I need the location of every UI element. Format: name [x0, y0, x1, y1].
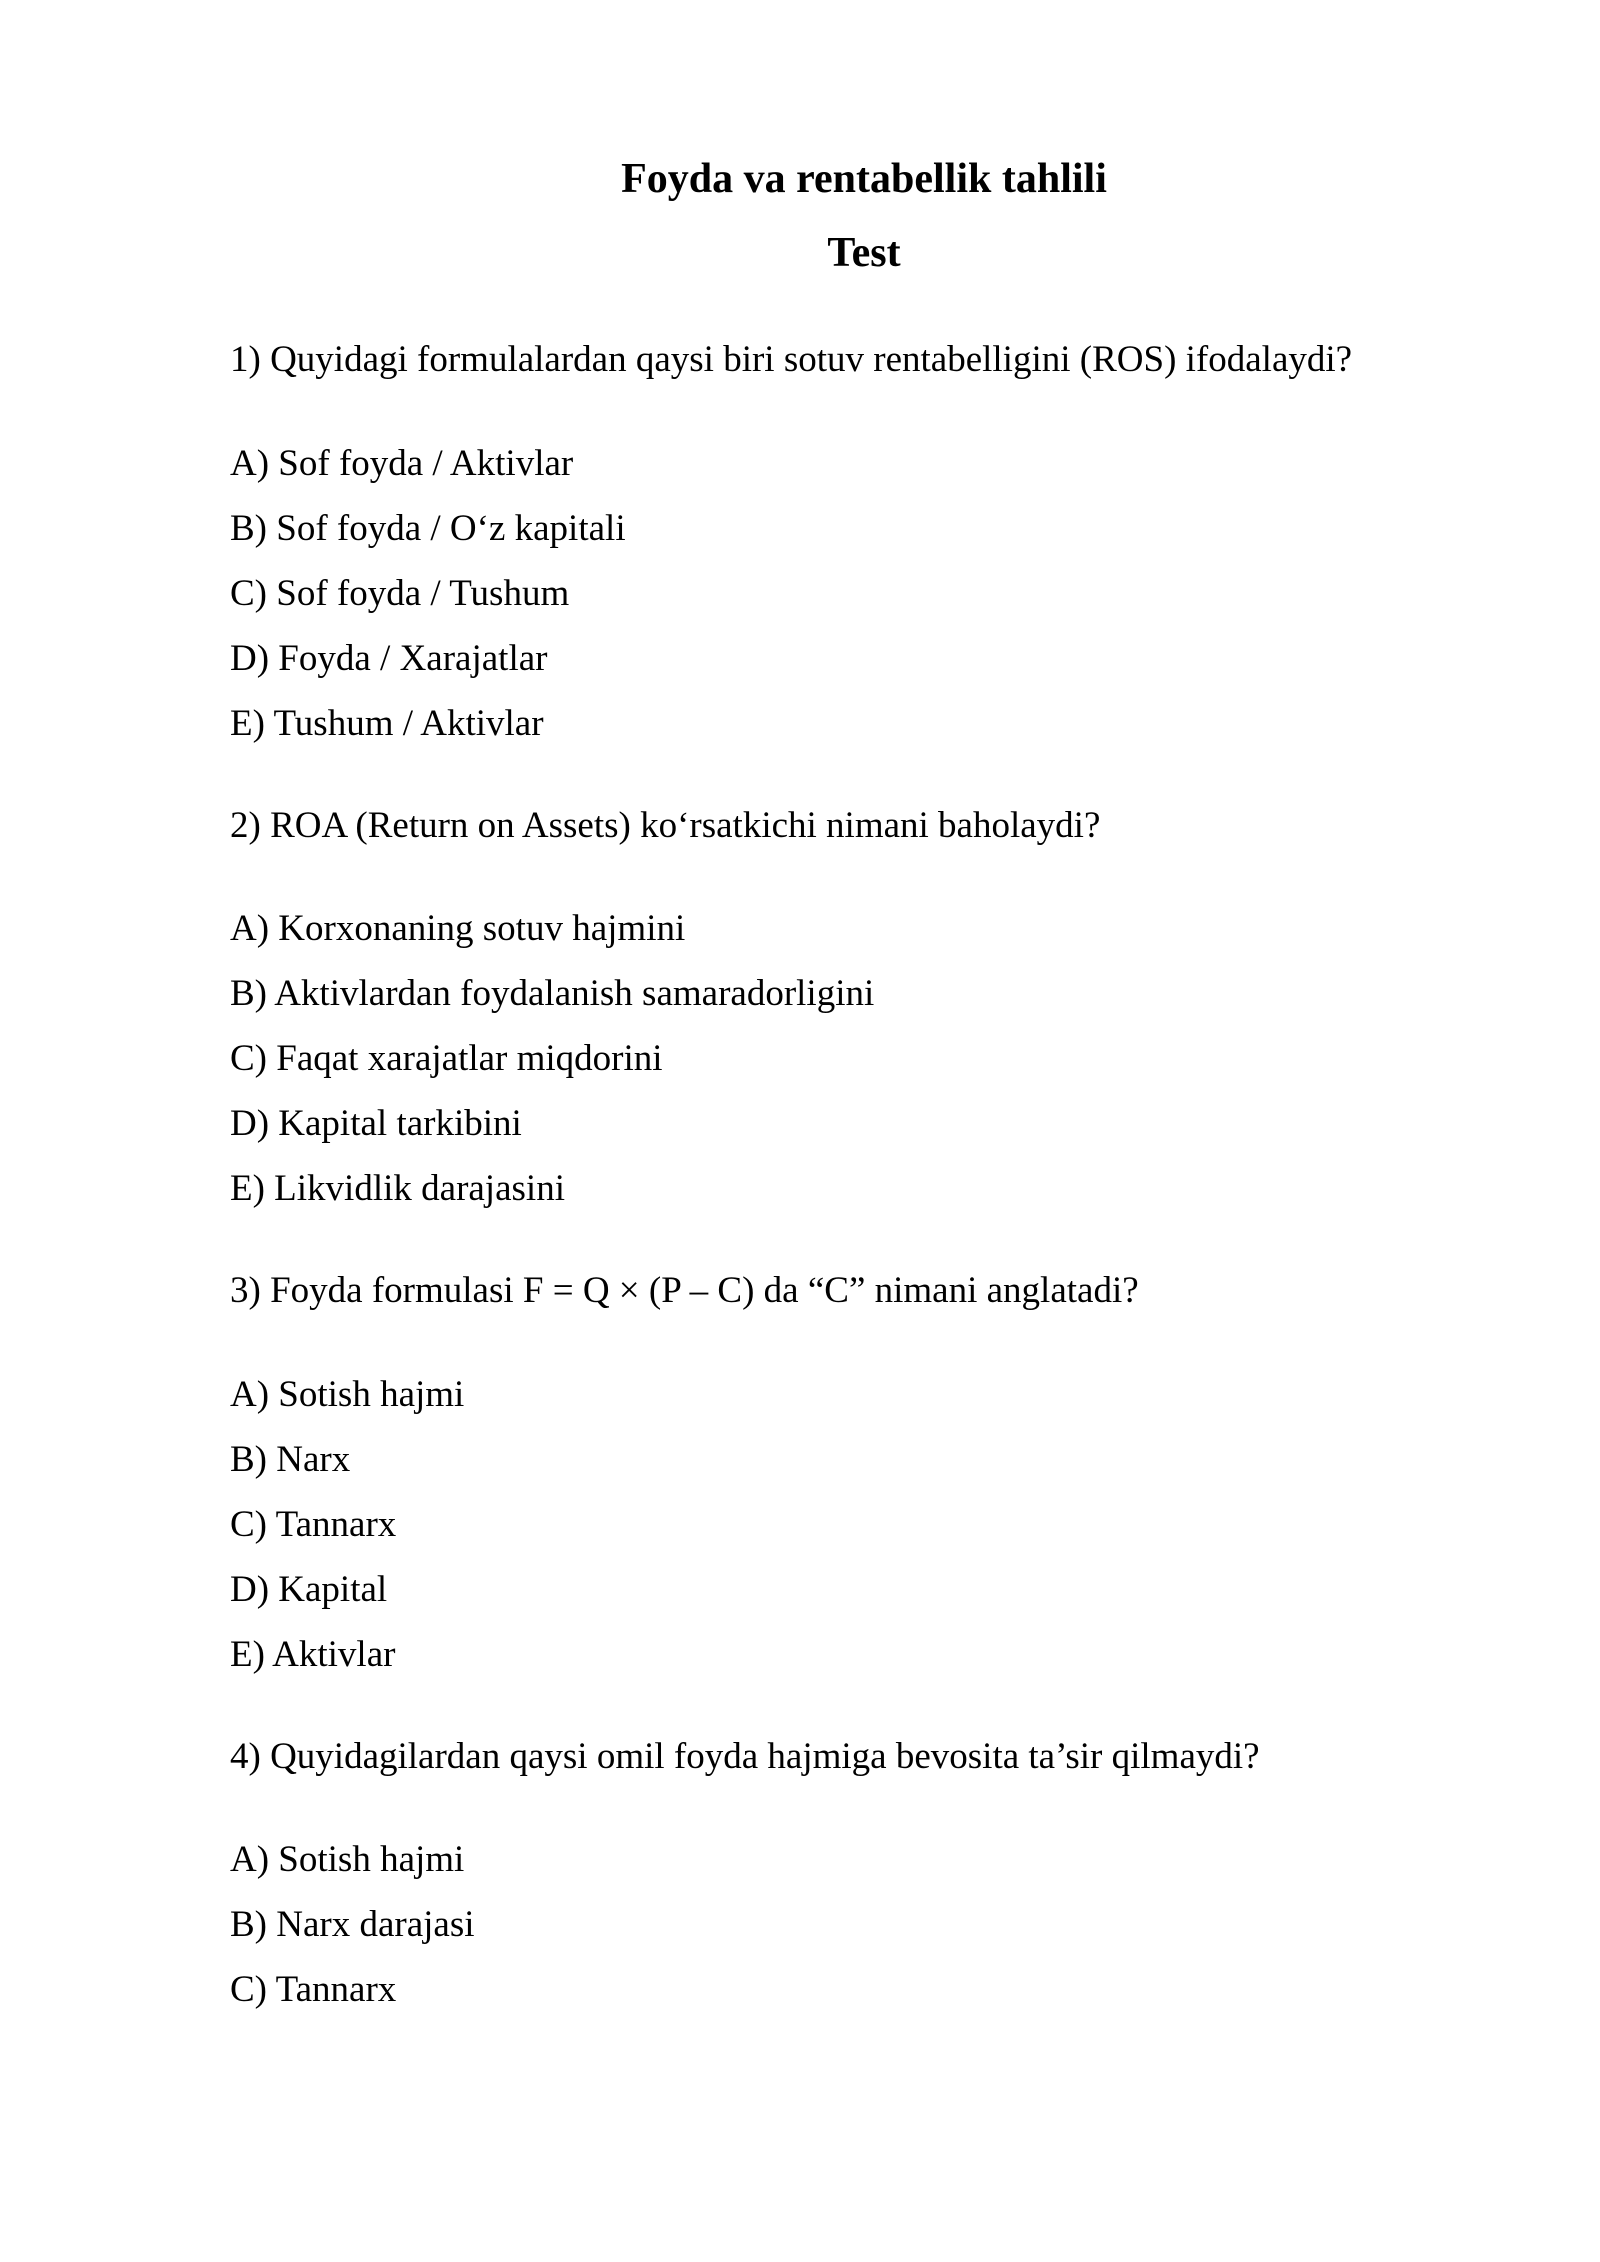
- document-title: Foyda va rentabellik tahlili: [621, 156, 1107, 202]
- question-3-text: 3) Foyda formulasi F = Q × (P – C) da “C” nimani anglatadi?: [230, 1270, 1139, 1311]
- question-1-text: 1) Quyidagi formulalardan qaysi biri sotuv rentabelligini (ROS) ifodalaydi?: [230, 339, 1353, 380]
- question-2-option-b: B) Aktivlardan foydalanish samaradorligini: [230, 973, 875, 1014]
- question-1-option-b: B) Sof foyda / O‘z kapitali: [230, 508, 626, 549]
- question-3-option-b: B) Narx: [230, 1439, 351, 1480]
- question-3-option-c: C) Tannarx: [230, 1504, 397, 1545]
- question-4-option-c: C) Tannarx: [230, 1969, 397, 2010]
- question-4-option-a: A) Sotish hajmi: [230, 1839, 465, 1880]
- question-2-option-d: D) Kapital tarkibini: [230, 1103, 522, 1144]
- question-1-option-e: E) Tushum / Aktivlar: [230, 703, 544, 744]
- question-2-text: 2) ROA (Return on Assets) ko‘rsatkichi nimani baholaydi?: [230, 805, 1101, 846]
- question-3-option-e: E) Aktivlar: [230, 1634, 396, 1675]
- question-1-option-a: A) Sof foyda / Aktivlar: [230, 443, 574, 484]
- question-1-option-c: C) Sof foyda / Tushum: [230, 573, 570, 614]
- question-2-option-a: A) Korxonaning sotuv hajmini: [230, 908, 686, 949]
- question-2-option-c: C) Faqat xarajatlar miqdorini: [230, 1038, 663, 1079]
- question-4-option-b: B) Narx darajasi: [230, 1904, 475, 1945]
- document-subtitle: Test: [827, 230, 901, 276]
- question-4-text: 4) Quyidagilardan qaysi omil foyda hajmiga bevosita ta’sir qilmaydi?: [230, 1736, 1260, 1777]
- question-3-option-a: A) Sotish hajmi: [230, 1374, 465, 1415]
- question-2-option-e: E) Likvidlik darajasini: [230, 1168, 565, 1209]
- question-1-option-d: D) Foyda / Xarajatlar: [230, 638, 548, 679]
- question-3-option-d: D) Kapital: [230, 1569, 388, 1610]
